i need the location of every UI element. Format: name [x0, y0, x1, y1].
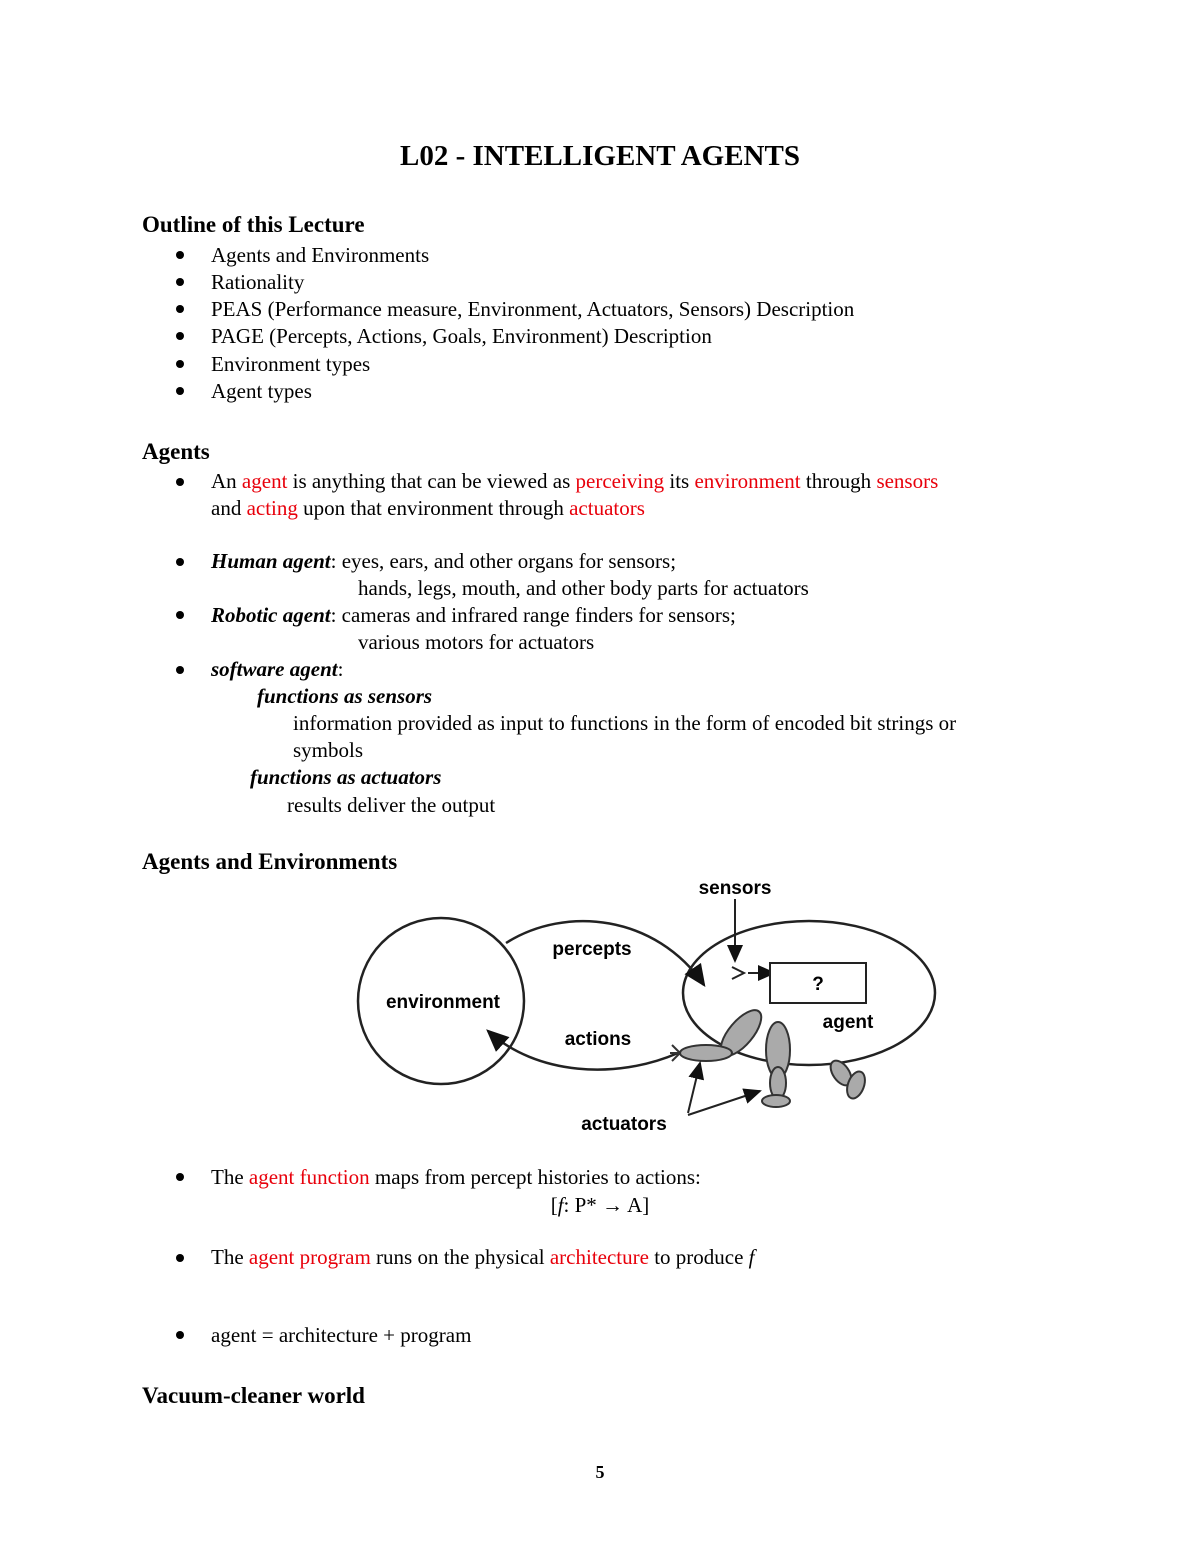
- outline-heading: Outline of this Lecture: [142, 212, 365, 237]
- bullet-icon: [176, 360, 184, 368]
- bullet-icon: [176, 478, 184, 486]
- agent-function-formula: [f: P* → A]: [550, 1193, 650, 1217]
- agents-environments-heading: Agents and Environments: [142, 849, 398, 874]
- software-sensors-text1: information provided as input to functions in the form of encoded bit strings or: [293, 711, 957, 735]
- vacuum-heading: Vacuum-cleaner world: [142, 1383, 365, 1408]
- agents-heading: Agents: [142, 439, 210, 464]
- software-actuators-label: functions as actuators: [250, 765, 442, 789]
- software-actuators-text: results deliver the output: [287, 793, 496, 817]
- actuators-label: actuators: [581, 1114, 667, 1135]
- page-number: 5: [595, 1462, 605, 1482]
- robot-foot: [762, 1095, 790, 1107]
- bullet-icon: [176, 666, 184, 674]
- robot-arm: [680, 1045, 732, 1061]
- actions-label: actions: [564, 1029, 632, 1050]
- outline-item: PEAS (Performance measure, Environment, Actuators, Sensors) Description: [211, 297, 855, 321]
- bullet-icon: [176, 251, 184, 259]
- human-agent-line1: Human agent: eyes, ears, and other organs for sensors;: [211, 549, 677, 573]
- agent-function-line: The agent function maps from percept histories to actions:: [211, 1165, 701, 1189]
- agent-label: agent: [822, 1012, 874, 1033]
- bullet-icon: [176, 1331, 184, 1339]
- agent-definition-line2: and acting upon that environment through actuators: [211, 496, 645, 520]
- bullet-icon: [176, 558, 184, 566]
- question-label: ?: [812, 974, 824, 995]
- robotic-agent-line2: various motors for actuators: [358, 630, 595, 654]
- bullet-icon: [176, 387, 184, 395]
- agent-environment-diagram: [356, 875, 940, 1143]
- software-agent-line: software agent:: [211, 657, 344, 681]
- software-sensors-label: functions as sensors: [257, 684, 433, 708]
- outline-item: Agents and Environments: [211, 243, 430, 267]
- bullet-icon: [176, 305, 184, 313]
- outline-item: Rationality: [211, 270, 305, 294]
- actuators-arrow-2: [688, 1091, 760, 1115]
- software-sensors-text2: symbols: [293, 738, 364, 762]
- agent-definition-line1: An agent is anything that can be viewed as perceiving its environment through sensors: [211, 469, 939, 493]
- percepts-label: percepts: [552, 939, 632, 960]
- outline-item: Agent types: [211, 379, 312, 403]
- page-title: L02 - INTELLIGENT AGENTS: [400, 140, 800, 172]
- bullet-icon: [176, 332, 184, 340]
- robot-hand-icon: [670, 1045, 680, 1061]
- bullet-icon: [176, 1254, 184, 1262]
- bullet-icon: [176, 1173, 184, 1181]
- robotic-agent-line1: Robotic agent: cameras and infrared range finders for sensors;: [211, 603, 736, 627]
- human-agent-line2: hands, legs, mouth, and other body parts for actuators: [358, 576, 809, 600]
- environment-label: environment: [385, 992, 501, 1013]
- sensors-label: sensors: [698, 878, 772, 899]
- agent-equation-line: agent = architecture + program: [211, 1323, 472, 1347]
- eye-icon: [732, 967, 744, 979]
- bullet-icon: [176, 611, 184, 619]
- actuators-arrow-1: [688, 1063, 700, 1113]
- outline-item: PAGE (Percepts, Actions, Goals, Environment) Description: [211, 324, 712, 348]
- outline-item: Environment types: [211, 352, 371, 376]
- bullet-icon: [176, 278, 184, 286]
- agent-program-line: The agent program runs on the physical architecture to produce f: [211, 1245, 755, 1269]
